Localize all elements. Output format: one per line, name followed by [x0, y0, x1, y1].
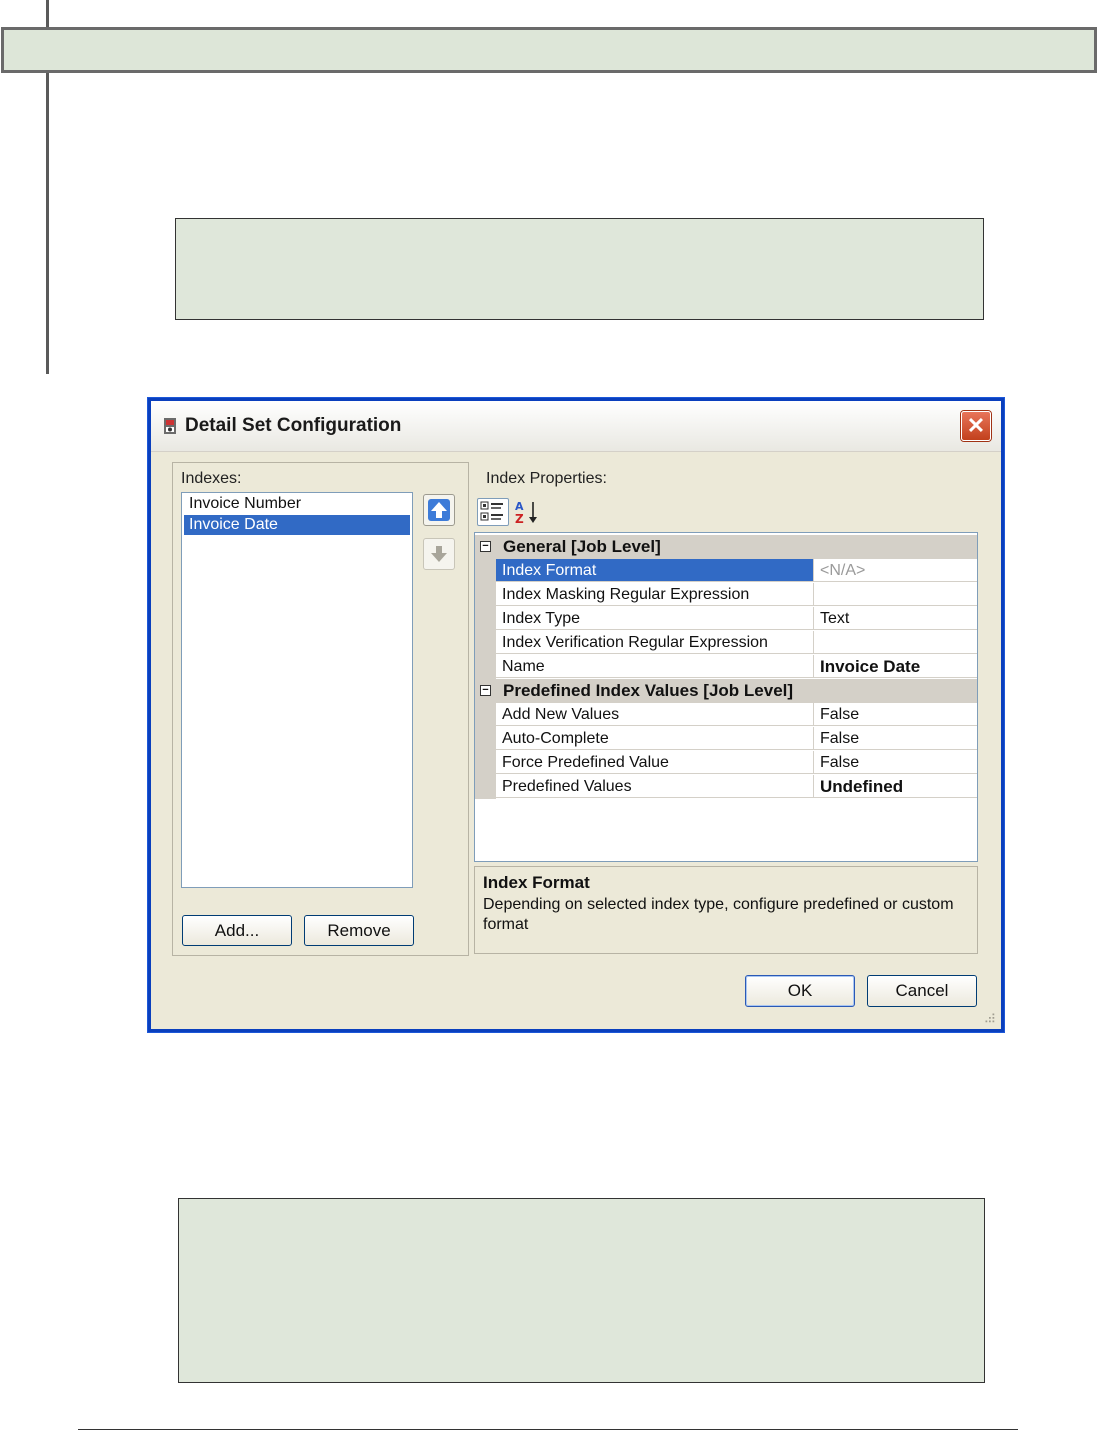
category-label: General [Job Level]: [503, 537, 661, 556]
app-icon: [159, 415, 181, 437]
property-name[interactable]: Index Type: [496, 607, 814, 630]
row-gutter: [475, 751, 496, 775]
svg-text:Z: Z: [515, 512, 524, 526]
property-row-name[interactable]: [475, 655, 977, 679]
collapse-icon[interactable]: −: [480, 685, 491, 696]
property-value[interactable]: [814, 583, 977, 606]
move-up-button[interactable]: [423, 494, 455, 526]
property-name[interactable]: Index Format: [496, 559, 814, 582]
remove-button[interactable]: Remove: [304, 915, 414, 946]
property-value[interactable]: [814, 631, 977, 654]
property-row-index-verification[interactable]: [475, 631, 977, 655]
row-gutter: [475, 775, 496, 799]
indexes-label: Indexes:: [181, 470, 242, 487]
cancel-button[interactable]: Cancel: [867, 975, 977, 1007]
index-properties-label: Index Properties:: [486, 470, 607, 487]
row-gutter: [475, 559, 496, 583]
property-value[interactable]: <N/A>: [814, 559, 977, 582]
note-box-bottom: [178, 1198, 985, 1383]
categorized-view-button[interactable]: [477, 498, 509, 526]
row-gutter: [475, 583, 496, 607]
arrow-up-icon: [424, 495, 454, 525]
category-general[interactable]: [475, 535, 977, 559]
property-row-index-format[interactable]: [475, 559, 977, 583]
move-down-button[interactable]: [423, 538, 455, 570]
property-row-predefined-values[interactable]: [475, 775, 977, 799]
property-value[interactable]: Invoice Date: [814, 655, 977, 678]
property-value[interactable]: Text: [814, 607, 977, 630]
property-row-index-masking[interactable]: [475, 583, 977, 607]
close-button[interactable]: [961, 411, 991, 441]
svg-text:A: A: [515, 500, 524, 513]
property-value[interactable]: False: [814, 727, 977, 750]
indexes-list[interactable]: [181, 492, 413, 888]
description-text: Depending on selected index type, configure predefined or custom format: [483, 896, 954, 933]
property-name[interactable]: Add New Values: [496, 703, 814, 726]
add-button[interactable]: Add...: [182, 915, 292, 946]
property-name[interactable]: Index Verification Regular Expression: [496, 631, 814, 654]
category-label: Predefined Index Values [Job Level]: [503, 681, 794, 700]
property-grid: [474, 532, 978, 862]
property-value[interactable]: False: [814, 751, 977, 774]
description-title: Index Format: [483, 873, 590, 892]
category-predefined-index-values[interactable]: [475, 679, 977, 703]
property-name[interactable]: Index Masking Regular Expression: [496, 583, 814, 606]
property-name[interactable]: Force Predefined Value: [496, 751, 814, 774]
title-bar[interactable]: [151, 401, 1001, 452]
property-name[interactable]: Name: [496, 655, 814, 678]
dialog-title: Detail Set Configuration: [185, 415, 402, 436]
row-gutter: [475, 607, 496, 631]
property-description: [474, 866, 978, 954]
list-item[interactable]: Invoice Number: [189, 495, 302, 512]
row-gutter: [475, 631, 496, 655]
resize-grip-icon[interactable]: [982, 1010, 996, 1024]
list-item[interactable]: Invoice Date: [184, 515, 410, 535]
property-row-force-predefined[interactable]: [475, 751, 977, 775]
row-gutter: [475, 655, 496, 679]
property-name[interactable]: Auto-Complete: [496, 727, 814, 750]
alphabetical-sort-button[interactable]: [513, 498, 541, 526]
sort-az-icon: [513, 498, 541, 526]
row-gutter: [475, 703, 496, 727]
row-gutter: [475, 727, 496, 751]
categorized-icon: [478, 499, 508, 525]
close-icon: ✕: [966, 413, 986, 438]
property-row-auto-complete[interactable]: [475, 727, 977, 751]
ok-button[interactable]: OK: [745, 975, 855, 1007]
collapse-icon[interactable]: −: [480, 541, 491, 552]
header-bar: [1, 27, 1097, 73]
property-value[interactable]: Undefined: [814, 775, 977, 798]
arrow-down-icon: [424, 539, 454, 569]
property-value[interactable]: False: [814, 703, 977, 726]
property-row-index-type[interactable]: [475, 607, 977, 631]
property-name[interactable]: Predefined Values: [496, 775, 814, 798]
note-box-top: [175, 218, 984, 320]
property-row-add-new-values[interactable]: [475, 703, 977, 727]
